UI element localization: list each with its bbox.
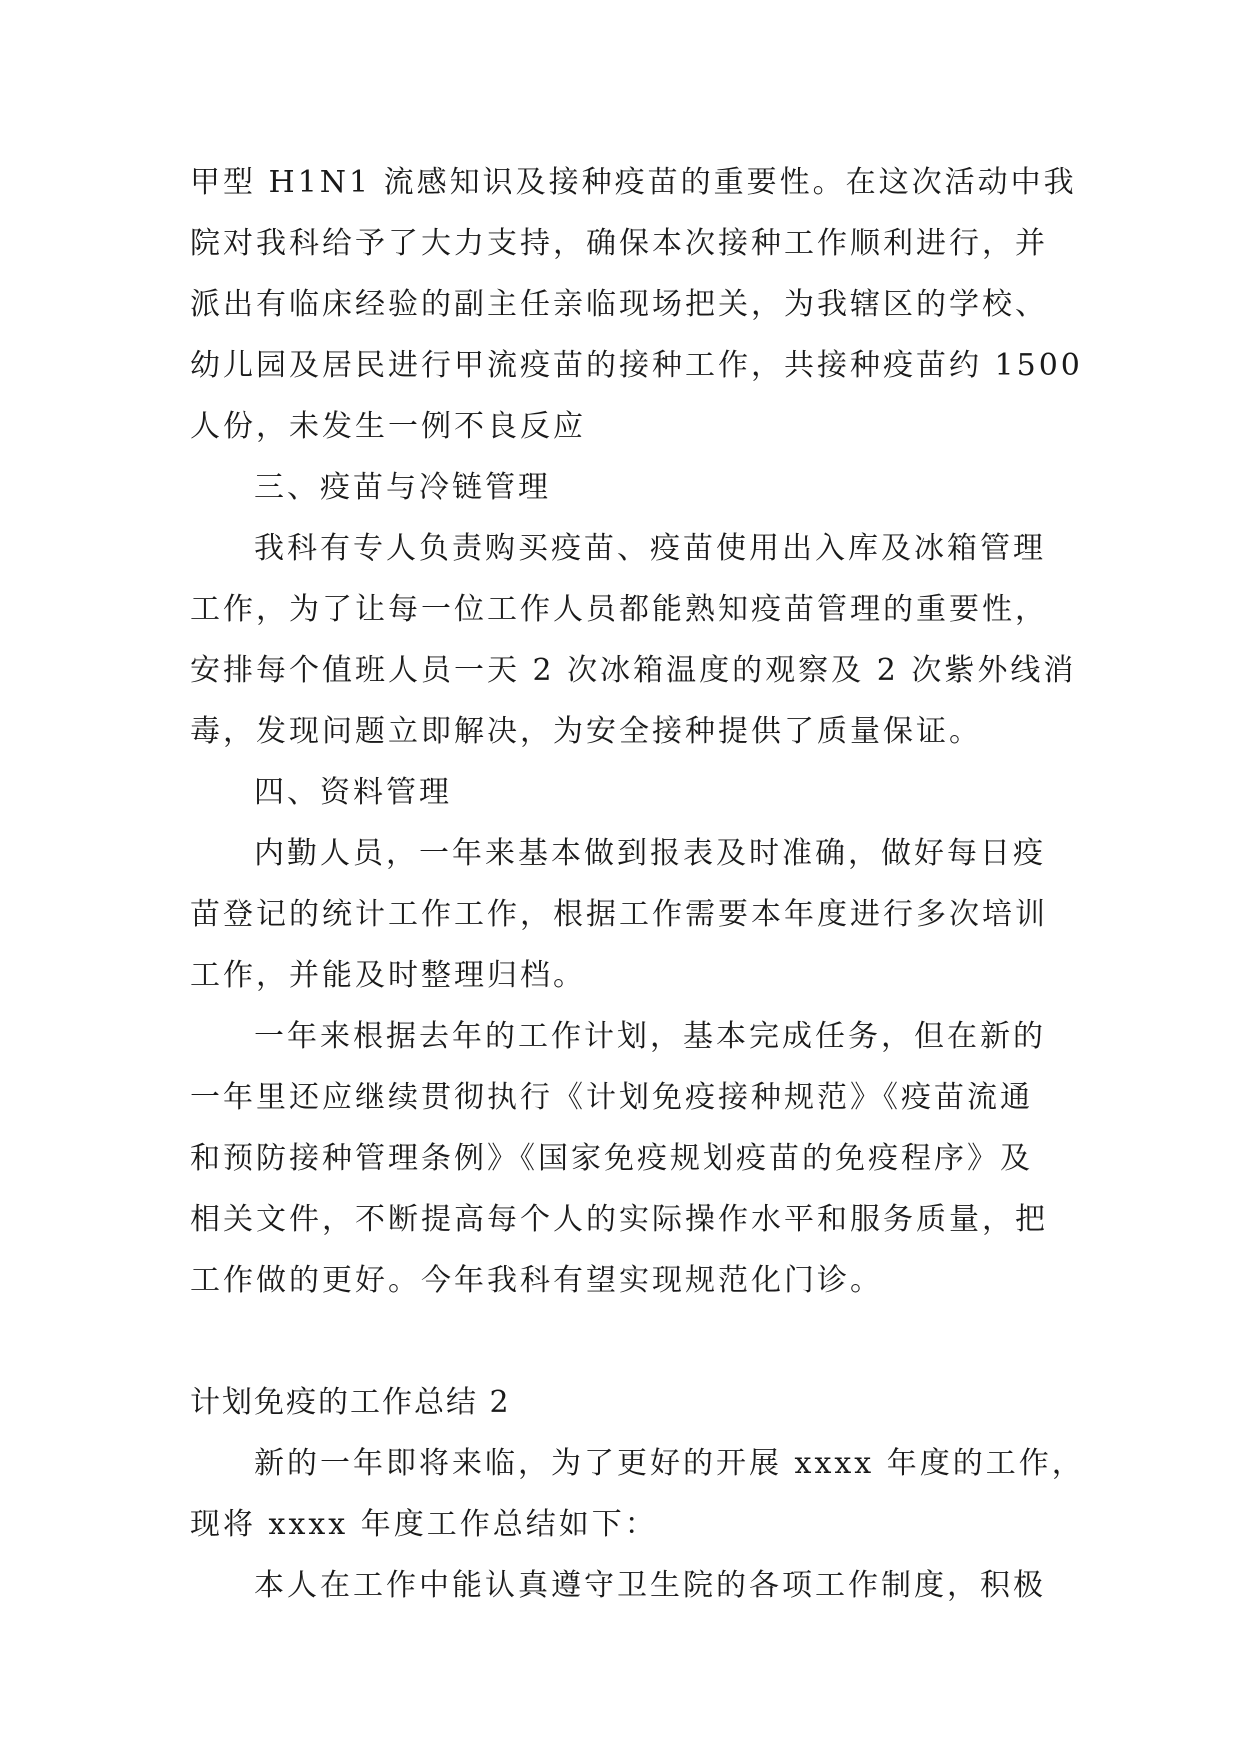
text-line: 相关文件，不断提高每个人的实际操作水平和服务质量，把 — [190, 1202, 1048, 1237]
document-body — [190, 152, 1085, 1616]
section-spacer — [190, 1311, 1050, 1372]
paragraph-intro — [190, 1433, 1085, 1555]
text-line: 一年来根据去年的工作计划，基本完成任务，但在新的 — [254, 1019, 1046, 1054]
heading-vaccine-cold-chain: 三、疫苗与冷链管理 — [254, 470, 551, 505]
text-line: 工作，并能及时整理归档。 — [190, 958, 586, 993]
text-line: 内勤人员，一年来基本做到报表及时准确，做好每日疫 — [254, 836, 1046, 871]
text-line: 本人在工作中能认真遵守卫生院的各项工作制度，积极 — [254, 1568, 1046, 1603]
text-line: 工作做的更好。今年我科有望实现规范化门诊。 — [190, 1263, 883, 1298]
heading-records-management: 四、资料管理 — [254, 775, 452, 810]
paragraph-work-attitude — [190, 1555, 1050, 1616]
paragraph-vaccination-activity — [190, 152, 1083, 457]
text-line: 院对我科给予了大力支持，确保本次接种工作顺利进行，并 — [190, 226, 1048, 261]
text-line: 工作，为了让每一位工作人员都能熟知疫苗管理的重要性， — [190, 592, 1048, 627]
text-line: 和预防接种管理条例》《国家免疫规划疫苗的免疫程序》及 — [190, 1141, 1033, 1176]
text-line: 现将 xxxx 年度工作总结如下： — [190, 1507, 658, 1542]
text-line: 苗登记的统计工作工作，根据工作需要本年度进行多次培训 — [190, 897, 1048, 932]
section-title: 计划免疫的工作总结 2 — [190, 1385, 511, 1420]
paragraph-records — [190, 823, 1050, 1006]
paragraph-vaccine-management — [190, 518, 1077, 762]
text-line: 新的一年即将来临，为了更好的开展 xxxx 年度的工作， — [254, 1446, 1085, 1481]
paragraph-annual-summary — [190, 1006, 1050, 1311]
text-line: 派出有临床经验的副主任亲临现场把关，为我辖区的学校、 — [190, 287, 1048, 322]
text-line: 幼儿园及居民进行甲流疫苗的接种工作，共接种疫苗约 1500 — [190, 348, 1083, 383]
text-line: 毒，发现问题立即解决，为安全接种提供了质量保证。 — [190, 714, 982, 749]
text-line: 甲型 H1N1 流感知识及接种疫苗的重要性。在这次活动中我 — [190, 165, 1077, 200]
text-line: 我科有专人负责购买疫苗、疫苗使用出入库及冰箱管理 — [254, 531, 1046, 566]
text-line: 人份，未发生一例不良反应 — [190, 409, 586, 444]
text-line: 安排每个值班人员一天 2 次冰箱温度的观察及 2 次紫外线消 — [190, 653, 1077, 688]
text-line: 一年里还应继续贯彻执行《计划免疫接种规范》《疫苗流通 — [190, 1080, 1033, 1115]
